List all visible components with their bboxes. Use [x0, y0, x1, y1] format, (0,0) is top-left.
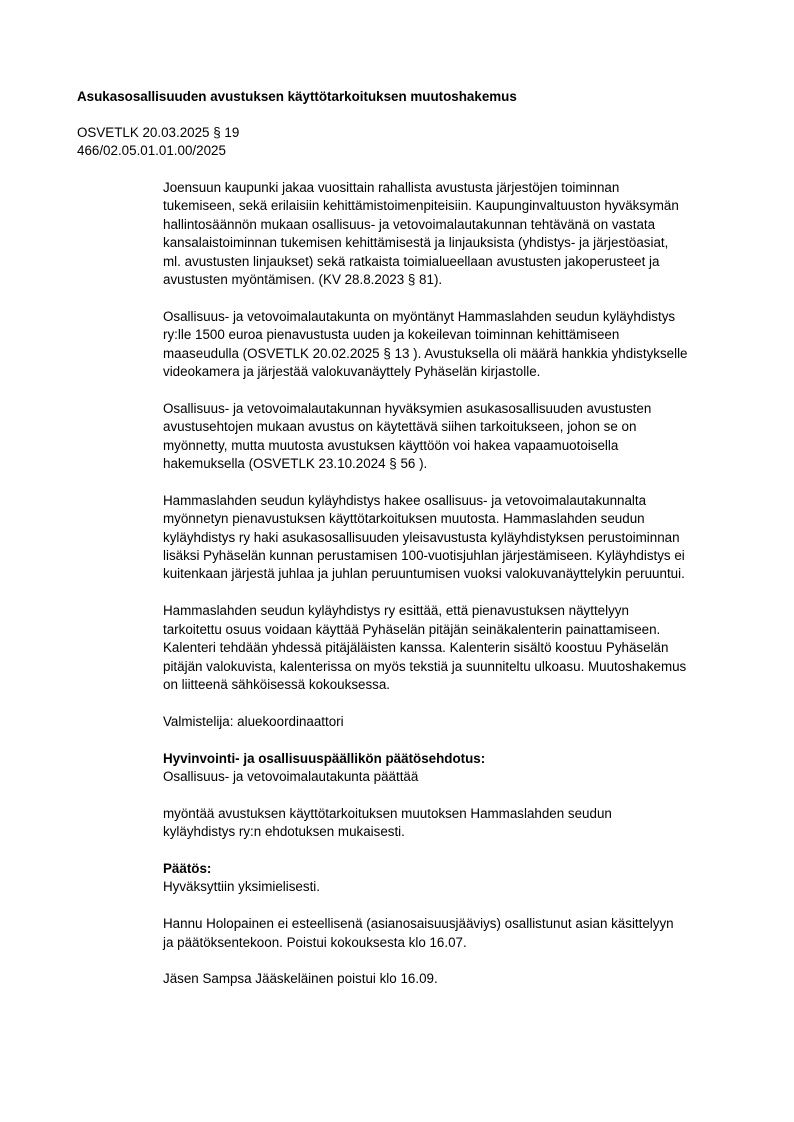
text-line: maaseudulla (OSVETLK 20.02.2025 § 13 ). Avustuksella oli määrä hankkia yhdistykselle [163, 345, 688, 361]
decision-heading: Päätös: [163, 860, 212, 876]
text-line: ml. avustusten linjaukset) sekä ratkaista toimialueellaan avustusten jakoperusteet ja [163, 253, 660, 269]
paragraph-application [163, 492, 743, 584]
meeting-reference: OSVETLK 20.03.2025 § 19 [77, 125, 240, 140]
text-line: ja päätöksentekoon. Poistui kokouksesta klo 16.07. [163, 934, 467, 950]
text-line: lisäksi Pyhäselän kunnan perustamisen 100-vuotisjuhlan järjestämiseen. Kyläyhdistys ei [163, 548, 685, 564]
text-line: kyläyhdistys ry haki asukasosallisuuden yleisavustusta kyläyhdistyksen perustoiminnan [163, 529, 680, 545]
text-line: kyläyhdistys ry:n ehdotuksen mukaisesti. [163, 824, 405, 840]
text-line: kansalaistoiminnan tukemisen kehittämisestä ja linjauksista (yhdistys- ja järjestöasiat, [163, 235, 669, 251]
document-meta [77, 124, 239, 161]
proposal-heading: Hyvinvointi- ja osallisuuspäällikön päätösehdotus: [163, 750, 486, 766]
text-line: Osallisuus- ja vetovoimalautakunnan hyväksymien asukasosallisuuden avustusten [163, 400, 652, 416]
document-body [163, 179, 743, 1007]
text-line: ry:lle 1500 euroa pienavustusta uuden ja kokeilevan toiminnan kehittämiseen [163, 327, 620, 343]
text-line: videokamera ja järjestää valokuvanäyttely Pyhäselän kirjastolle. [163, 364, 541, 380]
text-line: Jäsen Sampsa Jääskeläinen poistui klo 16.09. [163, 971, 438, 987]
text-line: on liitteenä sähköisessä kokouksessa. [163, 676, 391, 692]
text-line: tarkoitettu osuus voidaan käyttää Pyhäselän pitäjän seinäkalenterin painattamiseen. [163, 621, 661, 637]
proposal-body [163, 805, 743, 842]
paragraph-grant [163, 308, 743, 382]
text-line: Osallisuus- ja vetovoimalautakunta on myöntänyt Hammaslahden seudun kyläyhdistys [163, 308, 676, 324]
proposal-intro: Osallisuus- ja vetovoimalautakunta päättää [163, 768, 419, 784]
text-line: myöntää avustuksen käyttötarkoituksen muutoksen Hammaslahden seudun [163, 805, 612, 821]
decision [163, 860, 743, 897]
document-title: Asukasosallisuuden avustuksen käyttötarkoituksen muutoshakemus [77, 89, 517, 104]
text-line: Hammaslahden seudun kyläyhdistys hakee osallisuus- ja vetovoimalautakunnalta [163, 492, 647, 508]
text-line: Hammaslahden seudun kyläyhdistys ry esittää, että pienavustuksen näyttelyyn [163, 603, 629, 619]
text-line: hallintosäännön mukaan osallisuus- ja vetovoimalautakunnan tehtävänä on vastata [163, 216, 656, 232]
text-line: Kalenteri tehdään yhdessä pitäjäläisten kanssa. Kalenterin sisältö koostuu Pyhäselän [163, 640, 669, 656]
paragraph-proposal-detail [163, 602, 743, 694]
text-line: Joensuun kaupunki jakaa vuosittain rahallista avustusta järjestöjen toiminnan [163, 180, 620, 195]
text-line: myönnetyn pienavustuksen käyttötarkoituksen muutosta. Hammaslahden seudun [163, 511, 645, 527]
preparer-text: Valmistelija: aluekoordinaattori [163, 713, 344, 729]
text-line: tukemiseen, sekä erilaisiin kehittämistoimenpiteisiin. Kaupunginvaltuuston hyväksymän [163, 198, 679, 214]
paragraph-grant-terms [163, 400, 743, 474]
note-recusal [163, 915, 743, 952]
preparer [163, 713, 743, 731]
text-line: Hannu Holopainen ei esteellisenä (asianosaisuusjääviys) osallistunut asian käsittelyyn [163, 916, 674, 932]
decision-text: Hyväksyttiin yksimielisesti. [163, 879, 320, 895]
text-line: avustusten myöntämisen. (KV 28.8.2023 § 81). [163, 272, 443, 288]
text-line: kuitenkaan järjestä juhlaa ja juhlan peruuntumisen vuoksi valokuvanäyttelykin peruuntui. [163, 566, 685, 582]
note-departure [163, 970, 743, 988]
text-line: avustusehtojen mukaan avustus on käytettävä siihen tarkoitukseen, johon se on [163, 419, 637, 435]
text-line: pitäjän valokuvista, kalenterissa on myös tekstiä ja suunniteltu ulkoasu. Muutoshakemus [163, 658, 687, 674]
record-number: 466/02.05.01.01.00/2025 [77, 143, 226, 159]
decision-proposal [163, 750, 743, 787]
paragraph-background [163, 179, 743, 289]
text-line: hakemuksella (OSVETLK 23.10.2024 § 56 ). [163, 456, 428, 472]
text-line: myönnetty, mutta muutosta avustuksen käyttöön voi hakea vapaamuotoisella [163, 437, 619, 453]
